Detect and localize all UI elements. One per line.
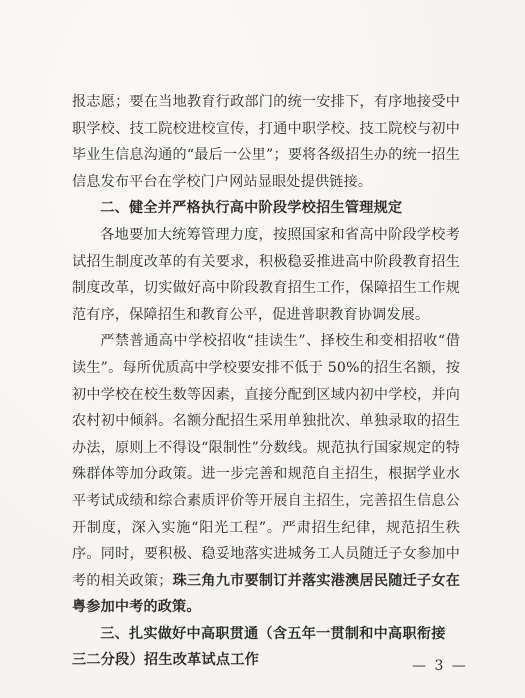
paragraph-2b (72, 328, 460, 621)
section-heading-2: 二、健全并严格执行高中阶段学校招生管理规定 (100, 200, 403, 217)
page-number: — 3 — (412, 658, 468, 674)
paragraph-2b-bold-text: 珠三角九市要制订并落实港澳居民随迁子女在粤参加中考的政策。 (72, 572, 461, 616)
paragraph-intro: 报志愿；要在当地教育行政部门的统一安排下，有序地接受中职学校、技工院校进校宣传，打通中职学校、技工院校与初中毕业生信息沟通的“最后一公里”；要将各级招生办的统一招生信息发布平台在学校门户网站显眼处提供链接。 (72, 94, 460, 190)
document-body (72, 89, 460, 674)
paragraph-2b-text: 严禁普通高中学校招收“挂读生”、择校生和变相招收“借读生”。每所优质高中学校要安排不低于 50%的招生名额，按初中学校在校生数等因素，直接分配到区域内初中学校，并向农村初中倾斜。名额分配招生采用单独批次、单独录取的招生办法，原则上不得设“限制性”分数线。规范执行国家规定的特殊群体等加分政策。进一步完善和规范自主招生，根据学业水平考试成绩和综合素质评价等开展自主招生，完善招生信息公开制度，深入实施“阳光工程”。严肃招生纪律，规范招生秩序。同时，要积极、稳妥地落实进城务工人员随迁子女参加中考的相关政策； (72, 333, 460, 589)
paragraph-2a: 各地要加大统筹管理力度，按照国家和省高中阶段学校考试招生制度改革的有关要求，积极稳妥推进高中阶段教育招生制度改革，切实做好高中阶段教育招生工作，保障招生工作规范有序，保障招生和教育公平，促进普职教育协调发展。 (72, 226, 460, 323)
section-heading-3: 三、扎实做好中高职贯通（含五年一贯制和中高职衔接三二分段）招生改革试点工作 (72, 625, 446, 669)
